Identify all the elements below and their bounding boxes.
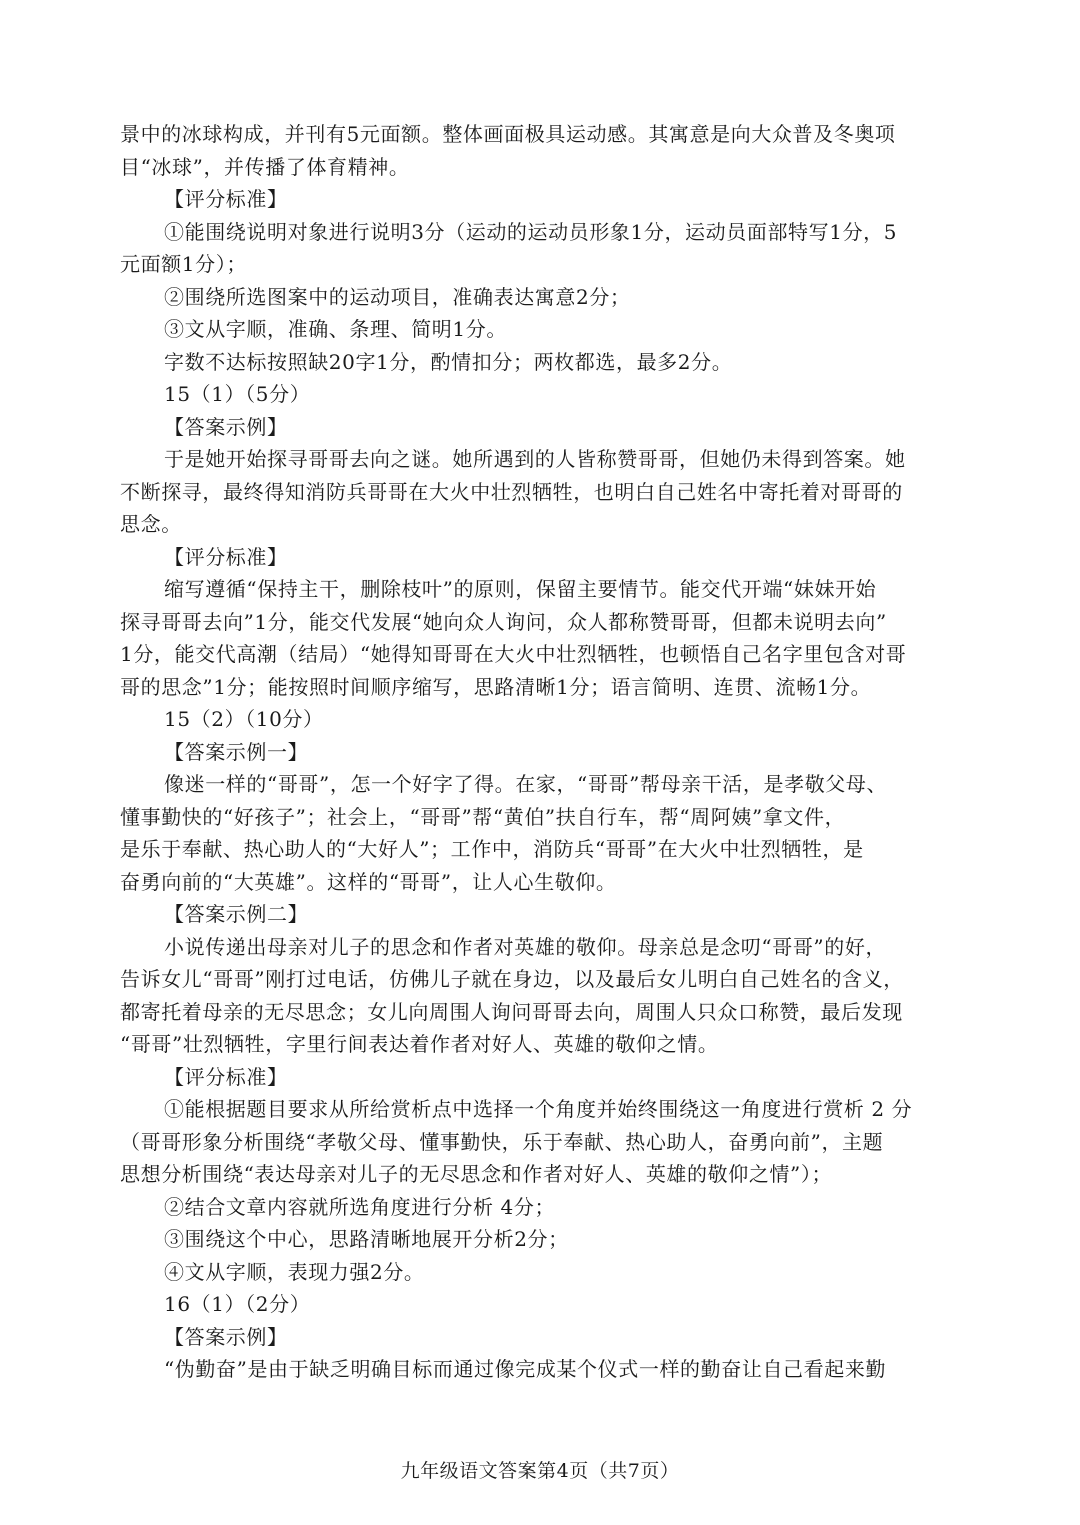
text-line: 哥的思念”1分；能按照时间顺序缩写，思路清晰1分；语言简明、连贯、流畅1分。 [120,674,872,699]
text-line: ③文从字顺，准确、条理、简明1分。 [164,317,507,341]
text-line: 【评分标准】 [164,544,288,569]
text-line: 【评分标准】 [164,1064,288,1089]
text-line: 16（1）（2分） [164,1292,311,1316]
text-line: 探寻哥哥去向”1分，能交代发展“她向众人询问，众人都称赞哥哥，但都未说明去向” [120,609,887,634]
text-line: ①能根据题目要求从所给赏析点中选择一个角度并始终围绕这一角度进行赏析 2 分 [164,1097,913,1121]
text-line: 小说传递出母亲对儿子的思念和作者对英雄的敬仰。母亲总是念叨“哥哥”的好， [164,934,887,959]
text-line: 景中的冰球构成，并刊有5元面额。整体画面极具运动感。其寓意是向大众普及冬奥项 [120,122,896,146]
text-line: 缩写遵循“保持主干，删除枝叶”的原则，保留主要情节。能交代开端“妹妹开始 [164,577,877,601]
text-line: 1分，能交代高潮（结局）“她得知哥哥在大火中壮烈牺牲，也顿悟自己名字里包含对哥 [120,642,907,666]
text-line: “伪勤奋”是由于缺乏明确目标而通过像完成某个仪式一样的勤奋让自己看起来勤 [164,1357,887,1381]
text-line: 不断探寻，最终得知消防兵哥哥在大火中壮烈牺牲，也明白自己姓名中寄托着对哥哥的 [120,479,903,504]
text-line: ②围绕所选图案中的运动项目，准确表达寓意2分； [164,284,631,309]
text-line: 告诉女儿“哥哥”刚打过电话，仿佛儿子就在身边，以及最后女儿明白自己姓名的含义， [120,967,904,991]
text-line: 都寄托着母亲的无尽思念；女儿向周围人询问哥哥去向，周围人只众口称赞，最后发现 [120,999,903,1024]
text-line: 【答案示例一】 [164,739,309,764]
text-line: 字数不达标按照缺20字1分，酌情扣分；两枚都选，最多2分。 [164,349,733,374]
text-line: ①能围绕说明对象进行说明3分（运动的运动员形象1分，运动员面部特写1分，5 [164,219,898,244]
text-line: 元面额1分）； [120,252,247,276]
text-line: 思想分析围绕“表达母亲对儿子的无尽思念和作者对好人、英雄的敬仰之情”）； [120,1162,833,1186]
answer-document [120,118,965,1386]
text-line: “哥哥”壮烈牺牲，字里行间表达着作者对好人、英雄的敬仰之情。 [120,1032,719,1056]
text-line: 【答案示例】 [164,1324,288,1349]
text-line: 奋勇向前的“大英雄”。这样的“哥哥”，让人心生敬仰。 [120,869,617,894]
text-line: 是乐于奉献、热心助人的“大好人”；工作中，消防兵“哥哥”在大火中壮烈牺牲，是 [120,837,864,861]
text-line: ②结合文章内容就所选角度进行分析 4分； [164,1194,556,1219]
text-line: 像迷一样的“哥哥”，怎一个好字了得。在家，“哥哥”帮母亲干活，是孝敬父母、 [164,772,888,796]
text-line: （哥哥形象分析围绕“孝敬父母、懂事勤快，乐于奉献、热心助人，奋勇向前”，主题 [120,1129,884,1154]
text-line: 15（1）（5分） [164,382,311,406]
text-line: 于是她开始探寻哥哥去向之谜。她所遇到的人皆称赞哥哥，但她仍未得到答案。她 [164,447,906,471]
text-line: ③围绕这个中心，思路清晰地展开分析2分； [164,1227,569,1251]
page-footer: 九年级语文答案第4页（共7页） [400,1460,680,1482]
text-line: ④文从字顺，表现力强2分。 [164,1259,425,1284]
text-line: 15（2）（10分） [164,707,324,731]
text-line: 目“冰球”，并传播了体育精神。 [120,154,410,179]
text-line: 【答案示例二】 [164,902,309,926]
text-line: 思念。 [120,512,182,536]
text-line: 懂事勤快的“好孩子”；社会上，“哥哥”帮“黄伯”扶自行车，帮“周阿姨”拿文件， [120,804,846,829]
text-line: 【评分标准】 [164,187,288,211]
text-line: 【答案示例】 [164,414,288,439]
